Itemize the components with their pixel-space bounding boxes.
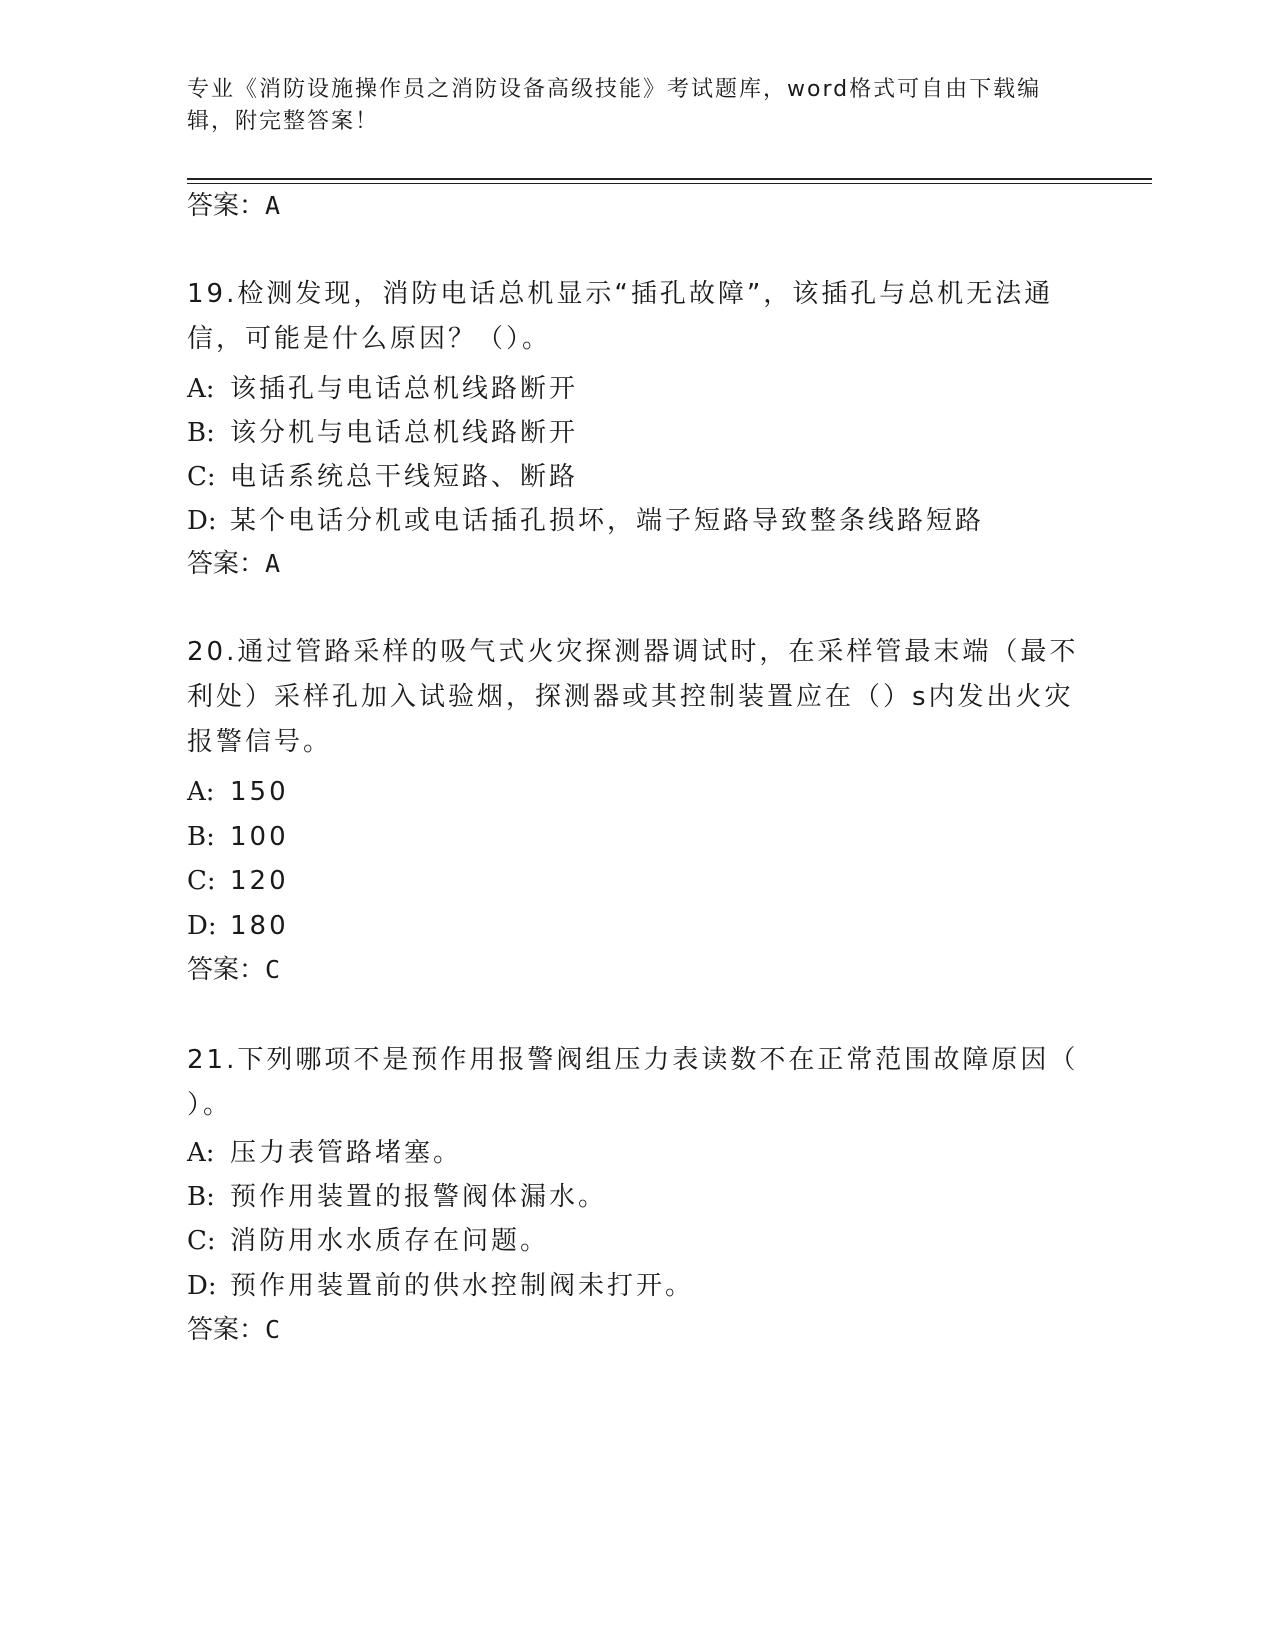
option-letter: C: xyxy=(187,866,216,896)
question-19-option-b xyxy=(187,417,578,449)
option-letter: D: xyxy=(187,911,217,941)
answer-label: 答案： xyxy=(187,955,266,985)
option-text: 电话系统总干线短路、断路 xyxy=(230,462,579,492)
answer-value: C xyxy=(265,1315,281,1344)
option-letter: D: xyxy=(187,506,217,536)
question-20 xyxy=(187,630,1087,765)
option-text: 该分机与电话总机线路断开 xyxy=(230,418,579,448)
page-header xyxy=(187,74,1067,138)
option-text: 100 xyxy=(230,822,289,852)
option-letter: C: xyxy=(187,462,216,492)
question-21 xyxy=(187,1038,1087,1128)
option-letter: A: xyxy=(187,374,215,404)
answer-label: 答案： xyxy=(187,1315,266,1345)
answer-value: A xyxy=(265,191,281,220)
question-20-option-c xyxy=(187,865,289,897)
question-19-option-d xyxy=(187,505,984,537)
answer-value: C xyxy=(265,955,281,984)
answer-value: A xyxy=(265,549,281,578)
question-20-line-2: 利处）采样孔加入试验烟，探测器或其控制装置应在（）s内发出火灾 xyxy=(187,682,1074,712)
question-20-option-a xyxy=(187,776,289,808)
option-text: 消防用水水质存在问题。 xyxy=(230,1226,550,1256)
answer-21 xyxy=(187,1315,280,1345)
option-text: 预作用装置的报警阀体漏水。 xyxy=(230,1182,608,1212)
question-21-line-1: 21.下列哪项不是预作用报警阀组压力表读数不在正常范围故障原因（ xyxy=(187,1045,1079,1075)
question-19-option-a xyxy=(187,373,578,405)
option-letter: A: xyxy=(187,777,215,807)
question-19 xyxy=(187,272,1087,362)
answer-19 xyxy=(187,549,280,579)
answer-prev xyxy=(187,191,280,221)
option-letter: A: xyxy=(187,1138,215,1168)
option-text: 某个电话分机或电话插孔损坏，端子短路导致整条线路短路 xyxy=(230,506,985,536)
option-letter: B: xyxy=(187,822,215,852)
header-rule-thin xyxy=(187,183,1152,184)
question-20-option-b xyxy=(187,821,289,853)
question-21-line-2: ）。 xyxy=(187,1090,233,1120)
option-text: 该插孔与电话总机线路断开 xyxy=(230,374,579,404)
question-20-line-3: 报警信号。 xyxy=(187,727,333,757)
option-text: 150 xyxy=(230,777,289,807)
answer-20 xyxy=(187,955,280,985)
option-text: 压力表管路堵塞。 xyxy=(230,1138,463,1168)
option-text: 120 xyxy=(230,866,289,896)
question-19-option-c xyxy=(187,461,578,493)
question-21-option-c xyxy=(187,1225,549,1257)
option-letter: C: xyxy=(187,1226,216,1256)
option-letter: B: xyxy=(187,1182,215,1212)
option-letter: B: xyxy=(187,418,215,448)
option-letter: D: xyxy=(187,1271,217,1301)
answer-label: 答案： xyxy=(187,549,266,579)
answer-label: 答案： xyxy=(187,191,266,221)
question-21-option-a xyxy=(187,1137,462,1169)
header-line-2: 辑，附完整答案！ xyxy=(187,109,380,134)
question-19-line-2: 信，可能是什么原因？（）。 xyxy=(187,324,552,354)
question-20-option-d xyxy=(187,910,289,942)
option-text: 180 xyxy=(230,911,289,941)
question-21-option-b xyxy=(187,1181,607,1213)
header-line-1: 专业《消防设施操作员之消防设备高级技能》考试题库，word格式可自由下载编 xyxy=(187,77,1042,102)
option-text: 预作用装置前的供水控制阀未打开。 xyxy=(230,1271,695,1301)
question-21-option-d xyxy=(187,1270,694,1302)
header-rule-thick xyxy=(187,178,1152,180)
question-20-line-1: 20.通过管路采样的吸气式火灾探测器调试时，在采样管最末端（最不 xyxy=(187,637,1079,667)
question-19-line-1: 19.检测发现，消防电话总机显示“插孔故障”，该插孔与总机无法通 xyxy=(187,279,1054,309)
